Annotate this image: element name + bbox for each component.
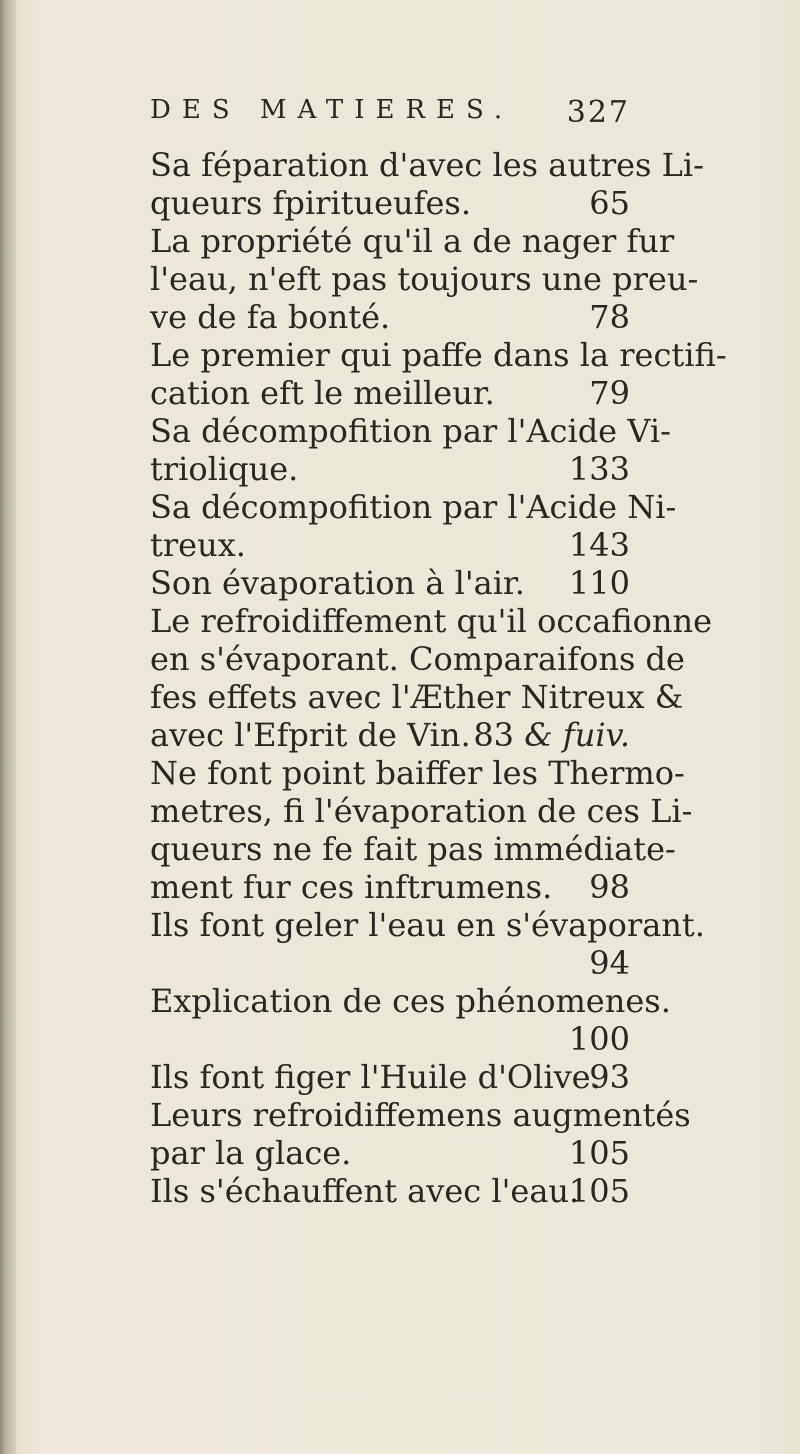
index-line-text: Le refroidiffement qu'il occafionne <box>150 602 713 640</box>
index-line-text: triolique. <box>150 450 299 488</box>
index-line <box>150 640 685 678</box>
page-ref-number: 98 <box>589 868 630 906</box>
running-title: DES MATIERES. <box>150 95 514 125</box>
index-page-ref <box>589 944 630 982</box>
index-line <box>150 526 630 564</box>
index-page-ref <box>473 716 630 754</box>
page-header <box>150 95 630 135</box>
page-ref-number: 78 <box>589 298 630 336</box>
page-ref-number: 143 <box>568 526 630 564</box>
index-line-text: La propriété qu'il a de nager fur <box>150 222 675 260</box>
index-line <box>150 412 671 450</box>
index-line-text: Son évaporation à l'air. <box>150 564 525 602</box>
index-line <box>150 336 727 374</box>
page-ref-number: 65 <box>589 184 630 222</box>
index-line <box>150 222 675 260</box>
index-line-text: ment fur ces inftrumens. <box>150 868 553 906</box>
index-line <box>150 1172 630 1210</box>
index-line-text: Ils font figer l'Huile d'Olive. <box>150 1058 601 1096</box>
index-line <box>150 146 704 184</box>
index-line-text: Sa décompofition par l'Acide Vi- <box>150 412 671 450</box>
page-ref-number: 93 <box>589 1058 630 1096</box>
index-line <box>150 298 630 336</box>
index-line-text: fes effets avec l'Æther Nitreux & <box>150 678 684 716</box>
index-line <box>150 792 693 830</box>
index-page-ref <box>589 374 630 412</box>
index-line-text: metres, fi l'évaporation de ces Li- <box>150 792 693 830</box>
index-line <box>150 184 630 222</box>
index-line <box>150 906 705 944</box>
index-line <box>150 1096 691 1134</box>
page-ref-number: 110 <box>568 564 630 602</box>
index-line <box>150 754 685 792</box>
index-line <box>150 982 671 1020</box>
index-line-text: l'eau, n'eft pas toujours une preu- <box>150 260 699 298</box>
index-line-text: Leurs refroidiffemens augmentés <box>150 1096 691 1134</box>
page-number: 327 <box>566 95 630 130</box>
index-line-text: Le premier qui paffe dans la rectifi- <box>150 336 727 374</box>
index-line-text: en s'évaporant. Comparaifons de <box>150 640 685 678</box>
index-line-text: Sa féparation d'avec les autres Li- <box>150 146 704 184</box>
index-line-text: treux. <box>150 526 246 564</box>
index-page-ref <box>569 1134 630 1172</box>
index-line <box>150 602 713 640</box>
page-ref-number: 105 <box>568 1134 630 1172</box>
index-page-ref <box>569 450 630 488</box>
index-line <box>150 1134 630 1172</box>
index-line <box>150 1020 630 1058</box>
index-line-text: Sa décompofition par l'Acide Ni- <box>150 488 677 526</box>
page-ref-number: 100 <box>568 1020 630 1058</box>
index-line-text: par la glace. <box>150 1134 352 1172</box>
index-page-ref <box>569 526 630 564</box>
index-line <box>150 488 677 526</box>
index-line-text: queurs fpiritueufes. <box>150 184 472 222</box>
page-ref-number: 79 <box>589 374 630 412</box>
index-page-ref <box>589 868 630 906</box>
index-page-ref <box>569 1172 630 1210</box>
index-line-text: Ne font point baiffer les Thermo- <box>150 754 685 792</box>
index-page-ref <box>589 298 630 336</box>
index-page-ref <box>589 1058 630 1096</box>
index-line <box>150 1058 630 1096</box>
page-ref-number: 83 <box>473 716 515 754</box>
page-gutter-shadow <box>0 0 16 1454</box>
index-line <box>150 944 630 982</box>
index-line-text: Explication de ces phénomenes. <box>150 982 671 1020</box>
page-ref-number: 105 <box>568 1172 630 1210</box>
index-line <box>150 830 676 868</box>
index-line <box>150 260 699 298</box>
index-line <box>150 450 630 488</box>
index-line-text: cation eft le meilleur. <box>150 374 495 412</box>
index-line-text: ve de fa bonté. <box>150 298 391 336</box>
index-line <box>150 716 630 754</box>
index-line <box>150 868 630 906</box>
index-line <box>150 374 630 412</box>
index-line-text: avec l'Efprit de Vin. <box>150 716 471 754</box>
index-line <box>150 678 684 716</box>
page-ref-suffix: & fuiv. <box>524 716 630 754</box>
index-line <box>150 564 630 602</box>
index-page-ref <box>569 564 630 602</box>
index-entries <box>150 146 727 1210</box>
index-page-ref <box>569 1020 630 1058</box>
index-line-text: queurs ne fe fait pas immédiate- <box>150 830 676 868</box>
index-line-text: Ils font geler l'eau en s'évaporant. <box>150 906 705 944</box>
index-page-ref <box>589 184 630 222</box>
index-line-text: Ils s'échauffent avec l'eau. <box>150 1172 580 1210</box>
page-ref-number: 133 <box>568 450 630 488</box>
page-ref-number: 94 <box>589 944 630 982</box>
